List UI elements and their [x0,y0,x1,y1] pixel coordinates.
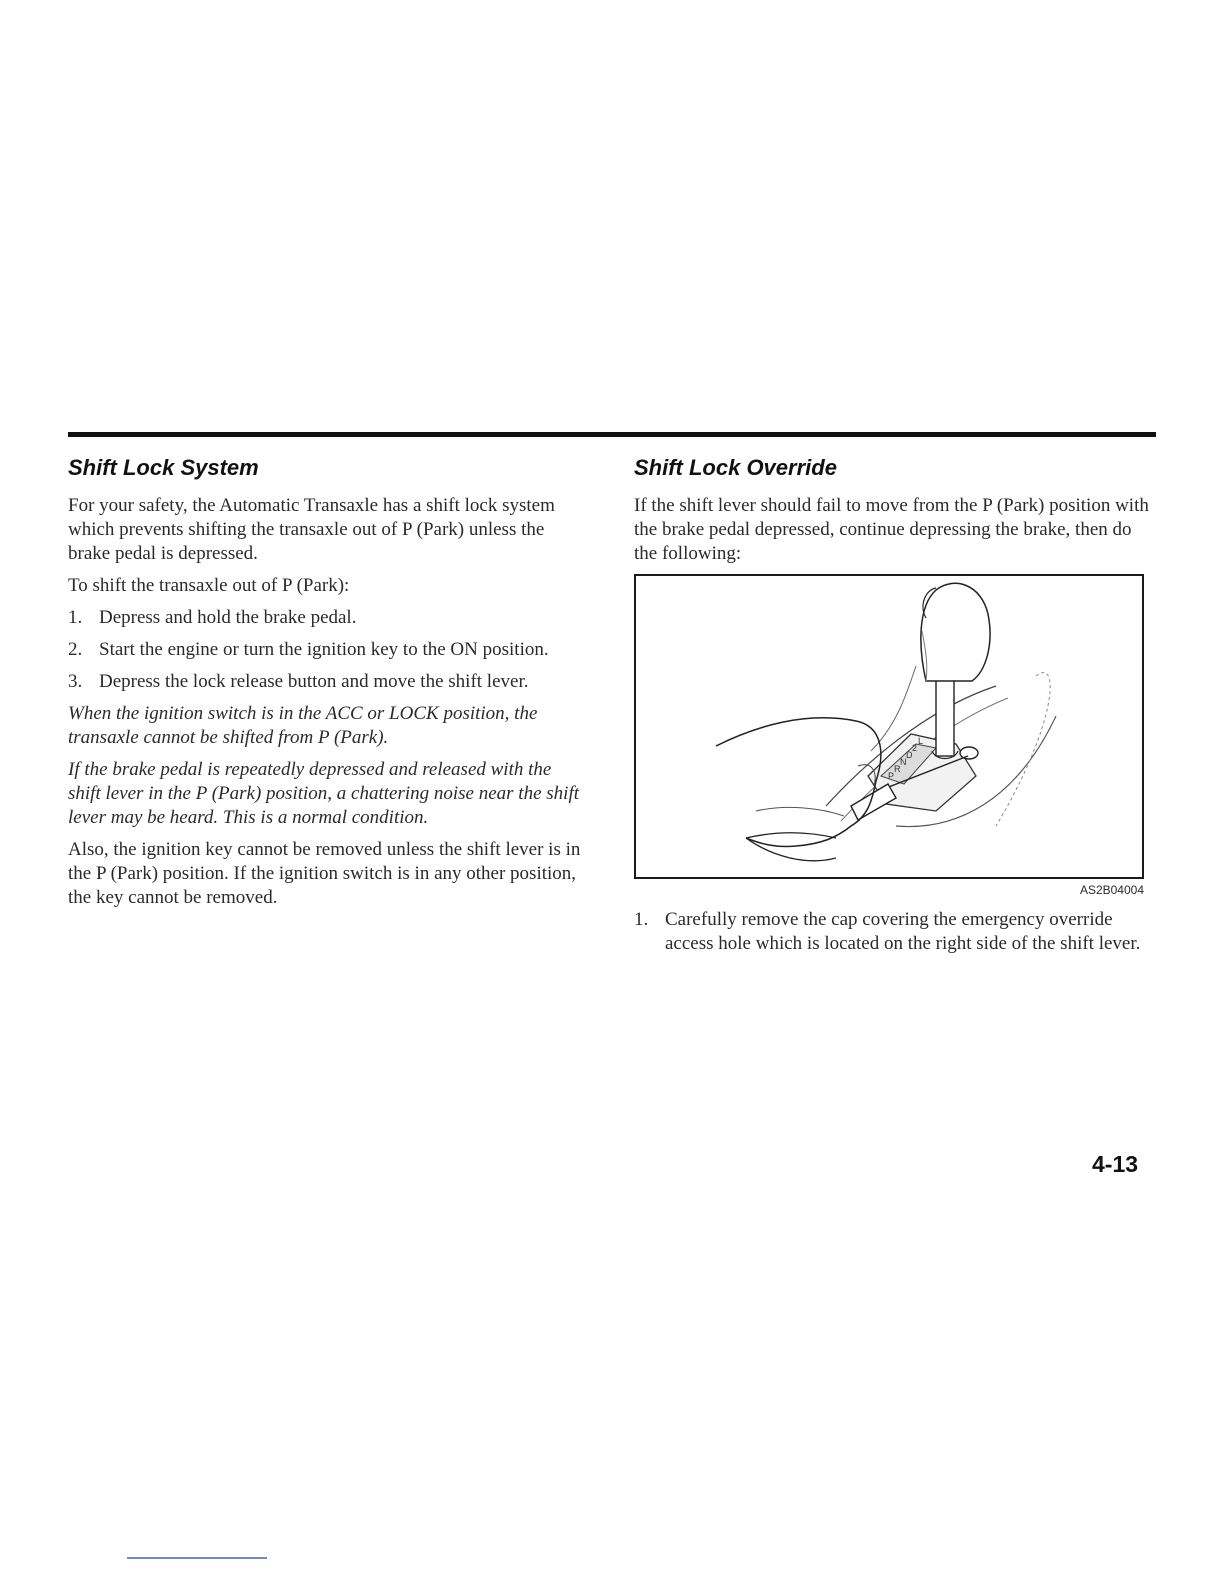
shift-lock-intro: For your safety, the Automatic Transaxle has a shift lock system which prevents shifting the transaxle out of P (Park) unless the brake pedal is depressed. [68,495,555,564]
footer-decorative-line [127,1557,267,1559]
list-item [68,606,588,630]
gate-letter: P [888,771,895,781]
gate-letter: L [918,736,924,746]
console-outline-dashed [996,673,1050,826]
gate-letter: D [906,750,913,760]
step-number: 2. [68,639,83,660]
hand-finger-line [746,833,836,838]
shift-lock-override-heading: Shift Lock Override [634,455,837,480]
shift-lever-drawing [636,576,1142,877]
left-column [68,455,588,918]
right-column [634,455,1150,964]
override-intro: If the shift lever should fail to move from the P (Park) position with the brake pedal depressed, continue depressing the brake, then do the following: [634,495,1149,564]
override-steps [634,908,1150,956]
shift-out-of-park-steps [68,606,588,694]
figure-code-label: AS2B04004 [1079,883,1144,897]
step-text: Carefully remove the cap covering the emergency override access hole which is located on the right side of the shift lever. [665,909,1141,954]
list-item [634,908,1150,956]
shift-lever-override-illustration [634,574,1144,879]
gate-letter: N [900,757,907,767]
step-number: 1. [68,607,83,628]
page-number: 4-13 [1092,1151,1139,1177]
chattering-noise-note: If the brake pedal is repeatedly depressed and released with the shift lever in the P (Park) position, a chattering noise near the shift lever may be heard. This is a normal condition. [68,759,579,828]
shift-lever-shaft [936,676,954,756]
hand-thumb-line [756,807,844,816]
step-text: Depress and hold the brake pedal. [99,607,357,628]
override-access-hole [960,747,978,759]
step-number: 3. [68,671,83,692]
shift-out-of-park-lead: To shift the transaxle out of P (Park): [68,575,350,596]
hand-outline-upper [716,718,881,847]
step-text: Start the engine or turn the ignition key to the ON position. [99,639,549,660]
shift-lock-system-heading: Shift Lock System [68,455,259,480]
section-top-rule [68,432,1156,437]
list-item [68,638,588,662]
list-item [68,670,588,694]
step-text: Depress the lock release button and move the shift lever. [99,671,529,692]
ignition-acc-lock-note: When the ignition switch is in the ACC or LOCK position, the transaxle cannot be shifted from P (Park). [68,703,538,748]
step-number: 1. [634,909,649,930]
gate-letter: R [894,764,901,774]
shift-knob [921,583,990,681]
key-removal-paragraph: Also, the ignition key cannot be removed unless the shift lever is in the P (Park) position. If the ignition switch is in any other position, the key cannot be removed. [68,839,581,908]
gate-letter: 2 [912,743,918,753]
